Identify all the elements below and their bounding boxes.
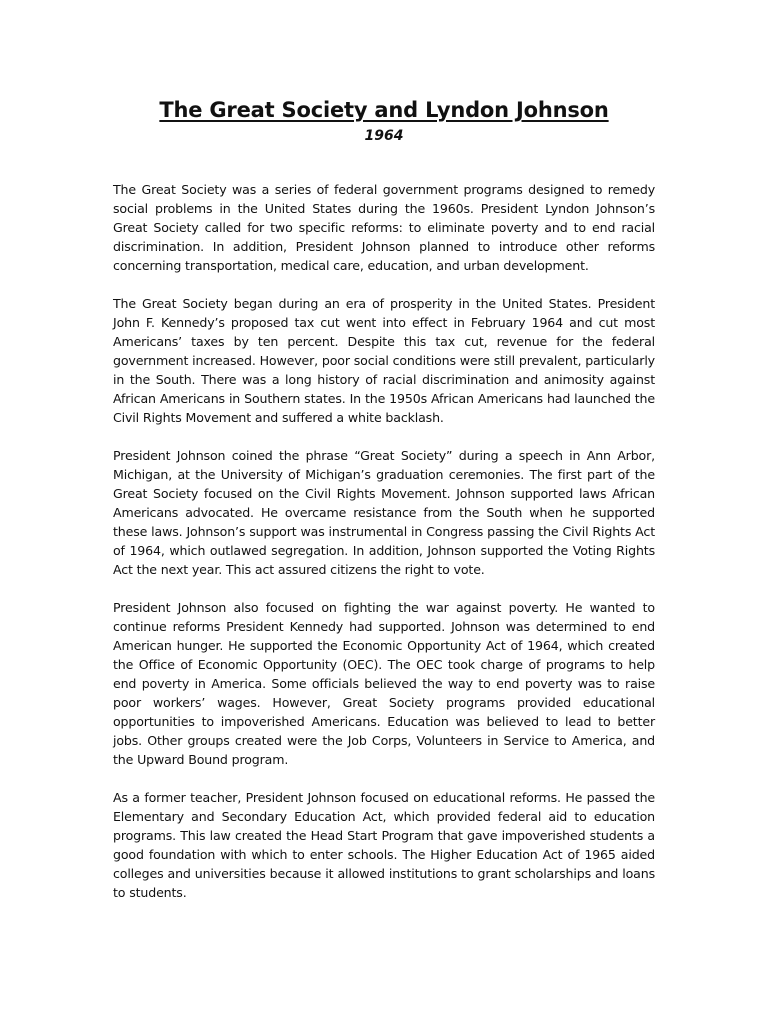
paragraph-5: As a former teacher, President Johnson focused on educational reforms. He passed the Elementary and Secondary Education Act, which provided federal aid to education programs. This law created the Head Start Program that gave impoverished students a good foundation with which to enter schools. The Higher Education Act of 1965 aided colleges and universities because it allowed institutions to grant scholarships and loans to students.	[113, 790, 655, 900]
paragraph-4: President Johnson also focused on fighting the war against poverty. He wanted to continue reforms President Kennedy had supported. Johnson was determined to end American hunger. He supported the Economic Opportunity Act of 1964, which created the Office of Economic Opportunity (OEC). The OEC took charge of programs to help end poverty in America. Some officials believed the way to end poverty was to raise poor workers’ wages. However, Great Society programs provided educational opportunities to impoverished Americans. Education was believed to lead to better jobs. Other groups created were the Job Corps, Volunteers in Service to America, and the Upward Bound program.	[113, 600, 655, 767]
paragraph-2: The Great Society began during an era of prosperity in the United States. President John F. Kennedy’s proposed tax cut went into effect in February 1964 and cut most Americans’ taxes by ten percent. Despite this tax cut, revenue for the federal government increased. However, poor social conditions were still prevalent, particularly in the South. There was a long history of racial discrimination and animosity against African Americans in Southern states. In the 1950s African Americans had launched the Civil Rights Movement and suffered a white backlash.	[113, 296, 655, 425]
paragraph-1: The Great Society was a series of federal government programs designed to remedy social problems in the United States during the 1960s. President Lyndon Johnson’s Great Society called for two specific reforms: to eliminate poverty and to end racial discrimination. In addition, President Johnson planned to introduce other reforms concerning transportation, medical care, education, and urban development.	[113, 182, 655, 273]
paragraph-3: President Johnson coined the phrase “Great Society” during a speech in Ann Arbor, Michigan, at the University of Michigan’s graduation ceremonies. The first part of the Great Society focused on the Civil Rights Movement. Johnson supported laws African Americans advocated. He overcame resistance from the South when he supported these laws. Johnson’s support was instrumental in Congress passing the Civil Rights Act of 1964, which outlawed segregation. In addition, Johnson supported the Voting Rights Act the next year. This act assured citizens the right to vote.	[113, 448, 655, 577]
document-body	[113, 180, 655, 902]
document-title: The Great Society and Lyndon Johnson	[159, 98, 609, 122]
document-year: 1964	[364, 128, 404, 144]
document-page	[113, 96, 655, 921]
